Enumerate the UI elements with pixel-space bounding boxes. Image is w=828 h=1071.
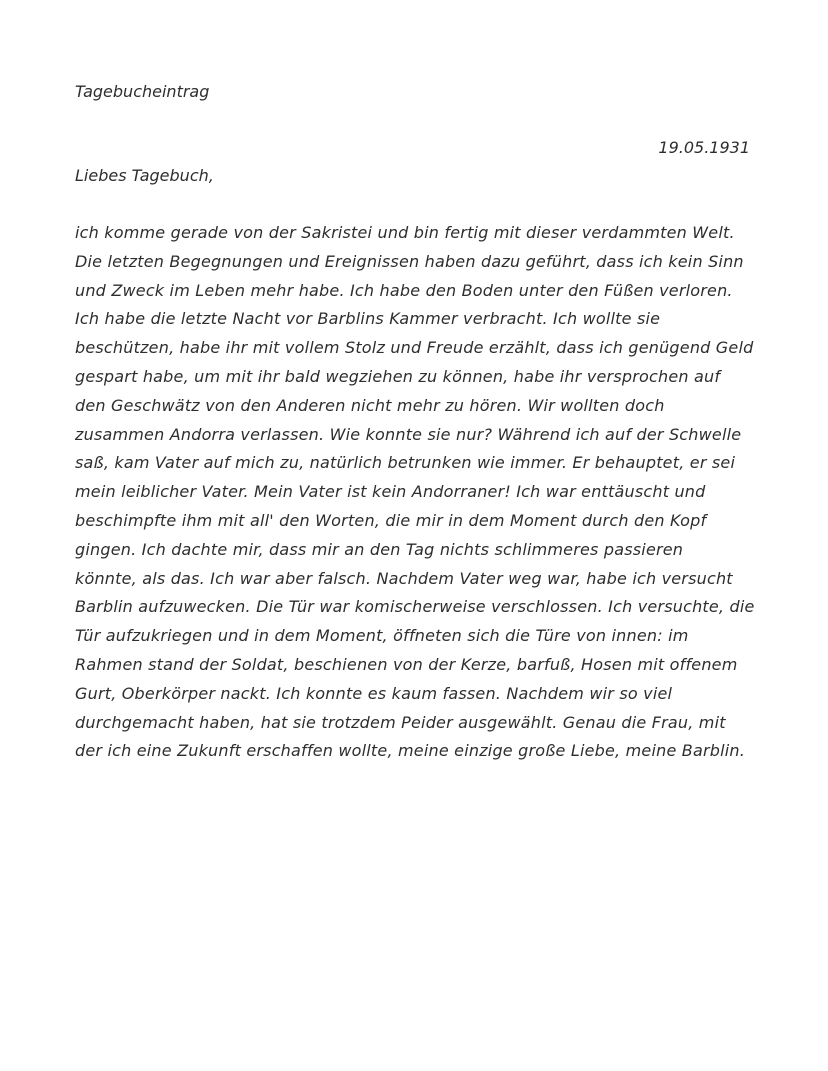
body-line: Gurt, Oberkörper nackt. Ich konnte es kaum fassen. Nachdem wir so viel bbox=[75, 683, 673, 703]
body-line: Barblin aufzuwecken. Die Tür war komischerweise verschlossen. Ich versuchte, die bbox=[75, 597, 755, 617]
body-line: könnte, als das. Ich war aber falsch. Nachdem Vater weg war, habe ich versucht bbox=[75, 568, 733, 588]
body-line: gingen. Ich dachte mir, dass mir an den Tag nichts schlimmeres passieren bbox=[75, 539, 684, 559]
body-line: Tür aufzukriegen und in dem Moment, öffneten sich die Türe von innen: im bbox=[75, 626, 689, 646]
body-line: Ich habe die letzte Nacht vor Barblins Kammer verbracht. Ich wollte sie bbox=[75, 309, 661, 329]
diary-date: 19.05.1931 bbox=[658, 138, 750, 157]
document-title: Tagebucheintrag bbox=[75, 82, 210, 101]
body-line: ich komme gerade von der Sakristei und bin fertig mit dieser verdammten Welt. bbox=[75, 223, 735, 242]
body-line: mein leiblicher Vater. Mein Vater ist kein Andorraner! Ich war enttäuscht und bbox=[75, 482, 706, 502]
diary-body bbox=[75, 219, 753, 766]
body-line: saß, kam Vater auf mich zu, natürlich betrunken wie immer. Er behauptet, er sei bbox=[75, 453, 736, 473]
body-line: Rahmen stand der Soldat, beschienen von der Kerze, barfuß, Hosen mit offenem bbox=[75, 654, 738, 674]
diary-salutation: Liebes Tagebuch, bbox=[75, 166, 214, 185]
body-line: zusammen Andorra verlassen. Wie konnte sie nur? Während ich auf der Schwelle bbox=[75, 424, 742, 444]
body-line: beschützen, habe ihr mit vollem Stolz und Freude erzählt, dass ich genügend Geld bbox=[75, 338, 754, 358]
body-line: durchgemacht haben, hat sie trotzdem Peider ausgewählt. Genau die Frau, mit bbox=[75, 712, 726, 732]
body-line: gespart habe, um mit ihr bald wegziehen zu können, habe ihr versprochen auf bbox=[75, 366, 721, 386]
body-line: Die letzten Begegnungen und Ereignissen haben dazu geführt, dass ich kein Sinn bbox=[75, 251, 744, 271]
body-line: der ich eine Zukunft erschaffen wollte, meine einzige große Liebe, meine Barblin. bbox=[75, 741, 746, 761]
body-line: den Geschwätz von den Anderen nicht mehr zu hören. Wir wollten doch bbox=[75, 395, 665, 415]
body-line: und Zweck im Leben mehr habe. Ich habe den Boden unter den Füßen verloren. bbox=[75, 280, 733, 300]
body-line: beschimpfte ihm mit all' den Worten, die mir in dem Moment durch den Kopf bbox=[75, 510, 707, 530]
